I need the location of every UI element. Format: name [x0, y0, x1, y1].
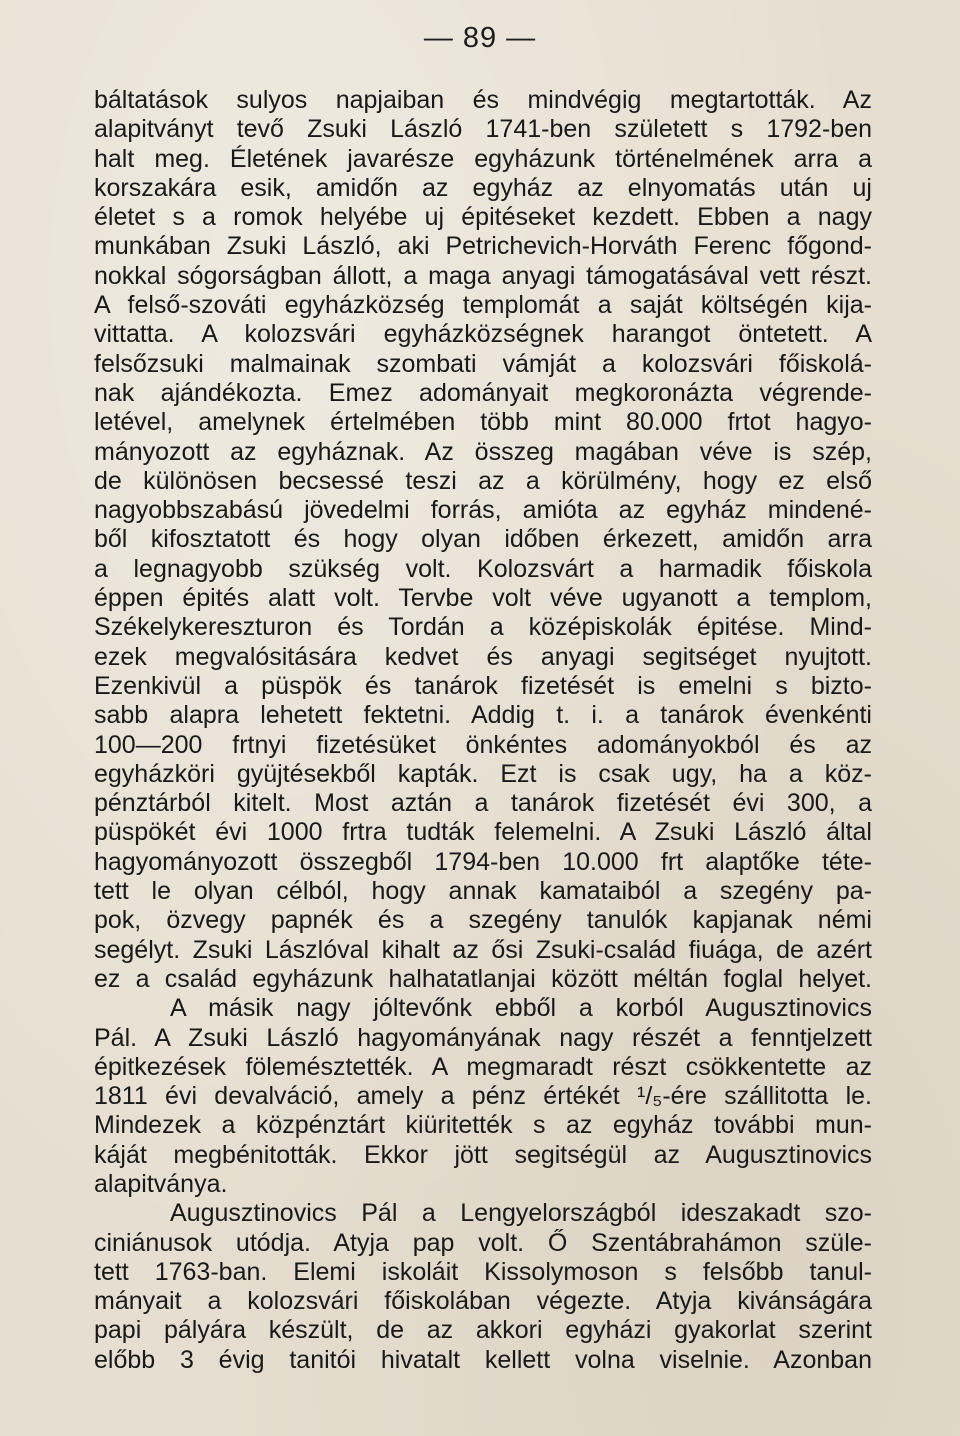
text-line: tett 1763-ban. Elemi iskoláit Kissolymoson s felsőbb tanul- — [94, 1257, 872, 1286]
text-line: papi pályára készült, de az akkori egyházi gyakorlat szerint — [94, 1316, 872, 1345]
text-line: mányait a kolozsvári főiskolában végezte. Atyja kivánságára — [94, 1287, 872, 1316]
text-line: 100—200 frtnyi fizetésüket önkéntes adományokból és az — [94, 730, 872, 759]
text-line: épitkezések fölemésztették. A megmaradt részt csökkentette az — [94, 1052, 872, 1081]
text-line: A felső-szováti egyházközség templomát a saját költségén kija- — [94, 291, 872, 320]
text-line: vittatta. A kolozsvári egyházközségnek harangot öntetett. A — [94, 320, 872, 349]
text-line: Székelykereszturon és Tordán a középiskolák épitése. Mind- — [94, 613, 872, 642]
text-line: munkában Zsuki László, aki Petrichevich-Horváth Ferenc főgond- — [94, 232, 872, 261]
text-line: nagyobbszabású jövedelmi forrás, amióta az egyház mindené- — [94, 496, 872, 525]
text-line: nak ajándékozta. Emez adományait megkoronázta végrende- — [94, 378, 872, 407]
text-line: pok, özvegy papnék és a szegény tanulók kapjanak némi — [94, 906, 872, 935]
text-line: mányozott az egyháznak. Az összeg magában véve is szép, — [94, 437, 872, 466]
text-line: hagyományozott összegből 1794-ben 10.000 frt alaptőke téte- — [94, 847, 872, 876]
body-text — [94, 86, 872, 1375]
paragraph-start-line: A másik nagy jóltevőnk ebből a korból Augusztinovics — [170, 994, 872, 1023]
text-line: életet s a romok helyébe uj épitéseket kezdett. Ebben a nagy — [94, 203, 872, 232]
text-line: alapitványt tevő Zsuki László 1741-ben született s 1792-ben — [94, 115, 872, 144]
text-line: ezek megvalósitására kedvet és anyagi segitséget nyujtott. — [94, 642, 872, 671]
text-line: letével, amelynek értelmében több mint 80.000 frtot hagyo- — [94, 408, 872, 437]
text-line: káját megbénitották. Ekkor jött segitségül az Augusztinovics — [94, 1140, 872, 1169]
text-line: sabb alapra lehetett fektetni. Addig t. i. a tanárok évenkénti — [94, 701, 872, 730]
text-line: ez a család egyházunk halhatatlanjai között méltán foglal helyet. — [94, 964, 872, 993]
text-line: 1811 évi devalváció, amely a pénz értékét ¹/₅-ére szállitotta le. — [94, 1082, 872, 1111]
text-line: Pál. A Zsuki László hagyományának nagy részét a fenntjelzett — [94, 1023, 872, 1052]
text-line: a legnagyobb szükség volt. Kolozsvárt a harmadik főiskola — [94, 554, 872, 583]
text-line: egyházköri gyüjtésekből kapták. Ezt is csak ugy, ha a köz- — [94, 759, 872, 788]
paragraph-start-line: Augusztinovics Pál a Lengyelországból ideszakadt szo- — [170, 1199, 872, 1228]
text-line: nokkal sógorságban állott, a maga anyagi támogatásával vett részt. — [94, 261, 872, 290]
text-line: előbb 3 évig tanitói hivatalt kellett volna viselnie. Azonban — [94, 1345, 872, 1374]
text-line: ciniánusok utódja. Atyja pap volt. Ő Szentábrahámon szüle- — [94, 1228, 872, 1257]
text-line: halt meg. Életének javarésze egyházunk történelmének arra a — [94, 144, 872, 173]
page-number: — 89 — — [423, 22, 537, 54]
paragraph-end-line: alapitványa. — [94, 1169, 228, 1198]
text-line: tett le olyan célból, hogy annak kamataiból a szegény pa- — [94, 877, 872, 906]
text-line: segélyt. Zsuki Lászlóval kihalt az ősi Zsuki-család fiuága, de azért — [94, 935, 872, 964]
text-line: de különösen becsessé teszi az a körülmény, hogy ez első — [94, 466, 872, 495]
text-line: éppen épités alatt volt. Tervbe volt véve ugyanott a templom, — [94, 584, 872, 613]
text-line: felsőzsuki malmainak szombati vámját a kolozsvári főiskolá- — [94, 349, 872, 378]
text-line: Ezenkivül a püspök és tanárok fizetését is emelni s bizto- — [94, 671, 872, 700]
text-line: pénztárból kitelt. Most aztán a tanárok fizetését évi 300, a — [94, 789, 872, 818]
text-line: püspökét évi 1000 frtra tudták felemelni. A Zsuki László által — [94, 818, 872, 847]
text-line: korszakára esik, amidőn az egyház az elnyomatás után uj — [94, 173, 872, 202]
text-line: báltatások sulyos napjaiban és mindvégig megtartották. Az — [94, 86, 872, 114]
text-line: ből kifosztatott és hogy olyan időben érkezett, amidőn arra — [94, 525, 872, 554]
text-line: Mindezek a közpénztárt kiüritették s az egyház további mun- — [94, 1111, 872, 1140]
